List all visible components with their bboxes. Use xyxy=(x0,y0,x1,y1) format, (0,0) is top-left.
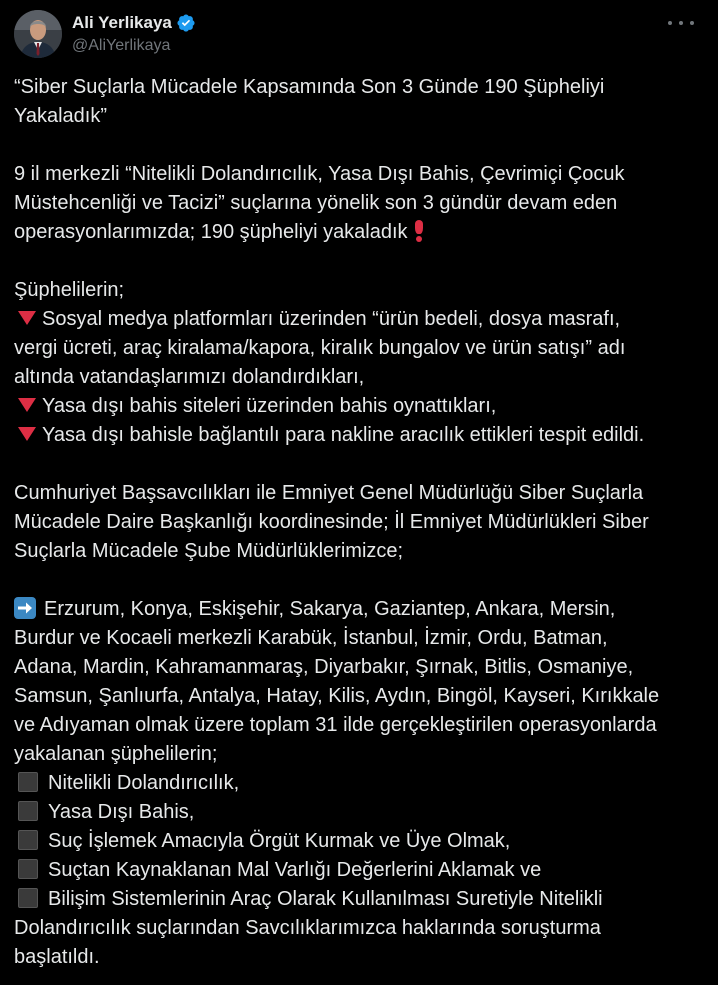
more-options-icon[interactable] xyxy=(668,14,694,32)
red-triangle-down-icon xyxy=(18,427,36,441)
bullet-3-text: Yasa dışı bahisle bağlantılı para nakline aracılık ettikleri tespit edildi. xyxy=(42,424,645,446)
red-triangle-down-icon xyxy=(18,311,36,325)
paragraph-1-line-2: Müstehcenliği ve Tacizi” suçlarına yönelik son 3 gündür devam eden xyxy=(14,192,618,214)
black-square-icon xyxy=(18,830,38,850)
black-square-icon xyxy=(18,859,38,879)
bullet-2-text: Yasa dışı bahis siteleri üzerinden bahis oynattıkları, xyxy=(42,395,497,417)
paragraph-3-line-5: ve Adıyaman olmak üzere toplam 31 ilde gerçekleştirilen operasyonlarda xyxy=(14,714,657,736)
bullet-1-line-2: vergi ücreti, araç kiralama/kapora, kiralık bungalov ve ürün satışı” adı xyxy=(14,337,626,359)
paragraph-1-line-1: 9 il merkezli “Nitelikli Dolandırıcılık, Yasa Dışı Bahis, Çevrimiçi Çocuk xyxy=(14,163,625,185)
verified-badge-icon xyxy=(176,13,196,33)
paragraph-2-line-1: Cumhuriyet Başsavcılıkları ile Emniyet Genel Müdürlüğü Siber Suçlarla xyxy=(14,482,644,504)
paragraph-1-line-3: operasyonlarımızda; 190 şüpheliyi yakaladık xyxy=(14,221,408,243)
black-square-icon xyxy=(18,888,38,908)
bullet-1-line-3: altında vatandaşlarımızı dolandırdıkları, xyxy=(14,366,365,388)
red-triangle-down-icon xyxy=(18,398,36,412)
black-square-icon xyxy=(18,801,38,821)
paragraph-3-line-4: Samsun, Şanlıurfa, Antalya, Hatay, Kilis, Aydın, Bingöl, Kayseri, Kırıkkale xyxy=(14,685,660,707)
charge-3: Suç İşlemek Amacıyla Örgüt Kurmak ve Üye Olmak, xyxy=(48,830,511,852)
charge-2: Yasa Dışı Bahis, xyxy=(48,801,195,823)
avatar-portrait-icon xyxy=(14,10,62,58)
paragraph-3-line-2: Burdur ve Kocaeli merkezli Karabük, İstanbul, İzmir, Ordu, Batman, xyxy=(14,627,608,649)
user-handle[interactable]: @AliYerlikaya xyxy=(72,37,171,54)
paragraph-3-row-1 xyxy=(14,595,708,624)
exclamation-icon xyxy=(412,220,426,242)
charge-row-3 xyxy=(14,827,708,856)
charge-1: Nitelikli Dolandırıcılık, xyxy=(48,772,240,794)
tweet-title-line-2: Yakaladık” xyxy=(14,105,108,127)
paragraph-2-line-2: Mücadele Daire Başkanlığı koordinesinde; İl Emniyet Müdürlükleri Siber xyxy=(14,511,649,533)
paragraph-1-line-3-row xyxy=(14,218,708,247)
bullet-1-line-1: Sosyal medya platformları üzerinden “ürün bedeli, dosya masrafı, xyxy=(42,308,621,330)
closing-line-2: başlatıldı. xyxy=(14,946,100,968)
bullet-1-row xyxy=(14,305,708,334)
suspects-intro: Şüphelilerin; xyxy=(14,279,125,301)
charge-row-4 xyxy=(14,856,708,885)
charge-4: Suçtan Kaynaklanan Mal Varlığı Değerlerini Aklamak ve xyxy=(48,859,542,881)
display-name[interactable]: Ali Yerlikaya xyxy=(72,13,172,32)
paragraph-3-line-1: Erzurum, Konya, Eskişehir, Sakarya, Gaziantep, Ankara, Mersin, xyxy=(44,598,616,620)
charge-row-5 xyxy=(14,885,708,914)
tweet-header xyxy=(14,10,704,62)
avatar[interactable] xyxy=(14,10,62,58)
paragraph-3-line-6: yakalanan şüphelilerin; xyxy=(14,743,218,765)
right-arrow-icon xyxy=(14,597,36,619)
paragraph-3-line-3: Adana, Mardin, Kahramanmaraş, Diyarbakır, Şırnak, Bitlis, Osmaniye, xyxy=(14,656,634,678)
charge-row-2 xyxy=(14,798,708,827)
black-square-icon xyxy=(18,772,38,792)
bullet-3-row xyxy=(14,421,708,450)
paragraph-2-line-3: Suçlarla Mücadele Şube Müdürlüklerimizce; xyxy=(14,540,404,562)
charge-row-1 xyxy=(14,769,708,798)
charge-5: Bilişim Sistemlerinin Araç Olarak Kullanılması Suretiyle Nitelikli xyxy=(48,888,603,910)
tweet-body xyxy=(14,73,708,972)
bullet-2-row xyxy=(14,392,708,421)
tweet-title-line-1: “Siber Suçlarla Mücadele Kapsamında Son 3 Günde 190 Şüpheliyi xyxy=(14,76,605,98)
closing-line-1: Dolandırıcılık suçlarından Savcılıklarımızca haklarında soruşturma xyxy=(14,917,601,939)
